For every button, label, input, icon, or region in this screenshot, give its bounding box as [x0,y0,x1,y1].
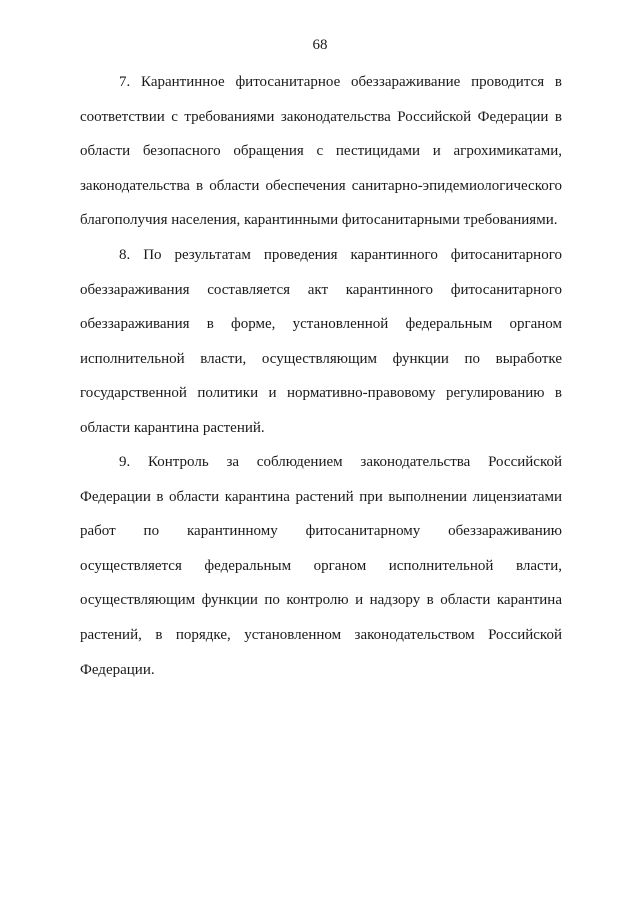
paragraph-line: благополучия населения, карантинными фитосанитарными требованиями. [80,212,558,229]
paragraph-line: обеззараживания составляется акт карантинного фитосанитарного [80,281,562,298]
paragraph-line: Федерации в области карантина растений при выполнении лицензиатами [80,488,562,505]
paragraph-8 [80,246,562,454]
paragraph-line: осуществляется федеральным органом исполнительной власти, [80,557,562,574]
paragraph-line: 9. Контроль за соблюдением законодательства Российской [119,454,562,470]
paragraph-line: государственной политики и нормативно-правовому регулированию в [80,385,562,402]
paragraph-line: области карантина растений. [80,419,265,436]
paragraph-line: исполнительной власти, осуществляющим функции по выработке [80,350,562,367]
paragraph-line: 8. По результатам проведения карантинного фитосанитарного [119,247,562,263]
paragraph-line: обеззараживания в форме, установленной федеральным органом [80,316,562,333]
paragraph-7 [80,73,562,246]
paragraph-line: законодательства в области обеспечения санитарно-эпидемиологического [80,177,562,194]
paragraph-line: осуществляющим функции по контролю и надзору в области карантина [80,592,562,609]
page-number: 68 [312,37,328,53]
paragraph-line: растений, в порядке, установленном законодательством Российской [80,626,562,643]
paragraph-line: соответствии с требованиями законодательства Российской Федерации в [80,108,562,125]
paragraph-line: 7. Карантинное фитосанитарное обеззараживание проводится в [119,74,562,90]
paragraph-line: работ по карантинному фитосанитарному обеззараживанию [80,523,562,540]
paragraph-line: области безопасного обращения с пестицидами и агрохимикатами, [80,143,562,160]
paragraph-9 [80,453,562,695]
paragraph-line: Федерации. [80,661,155,678]
